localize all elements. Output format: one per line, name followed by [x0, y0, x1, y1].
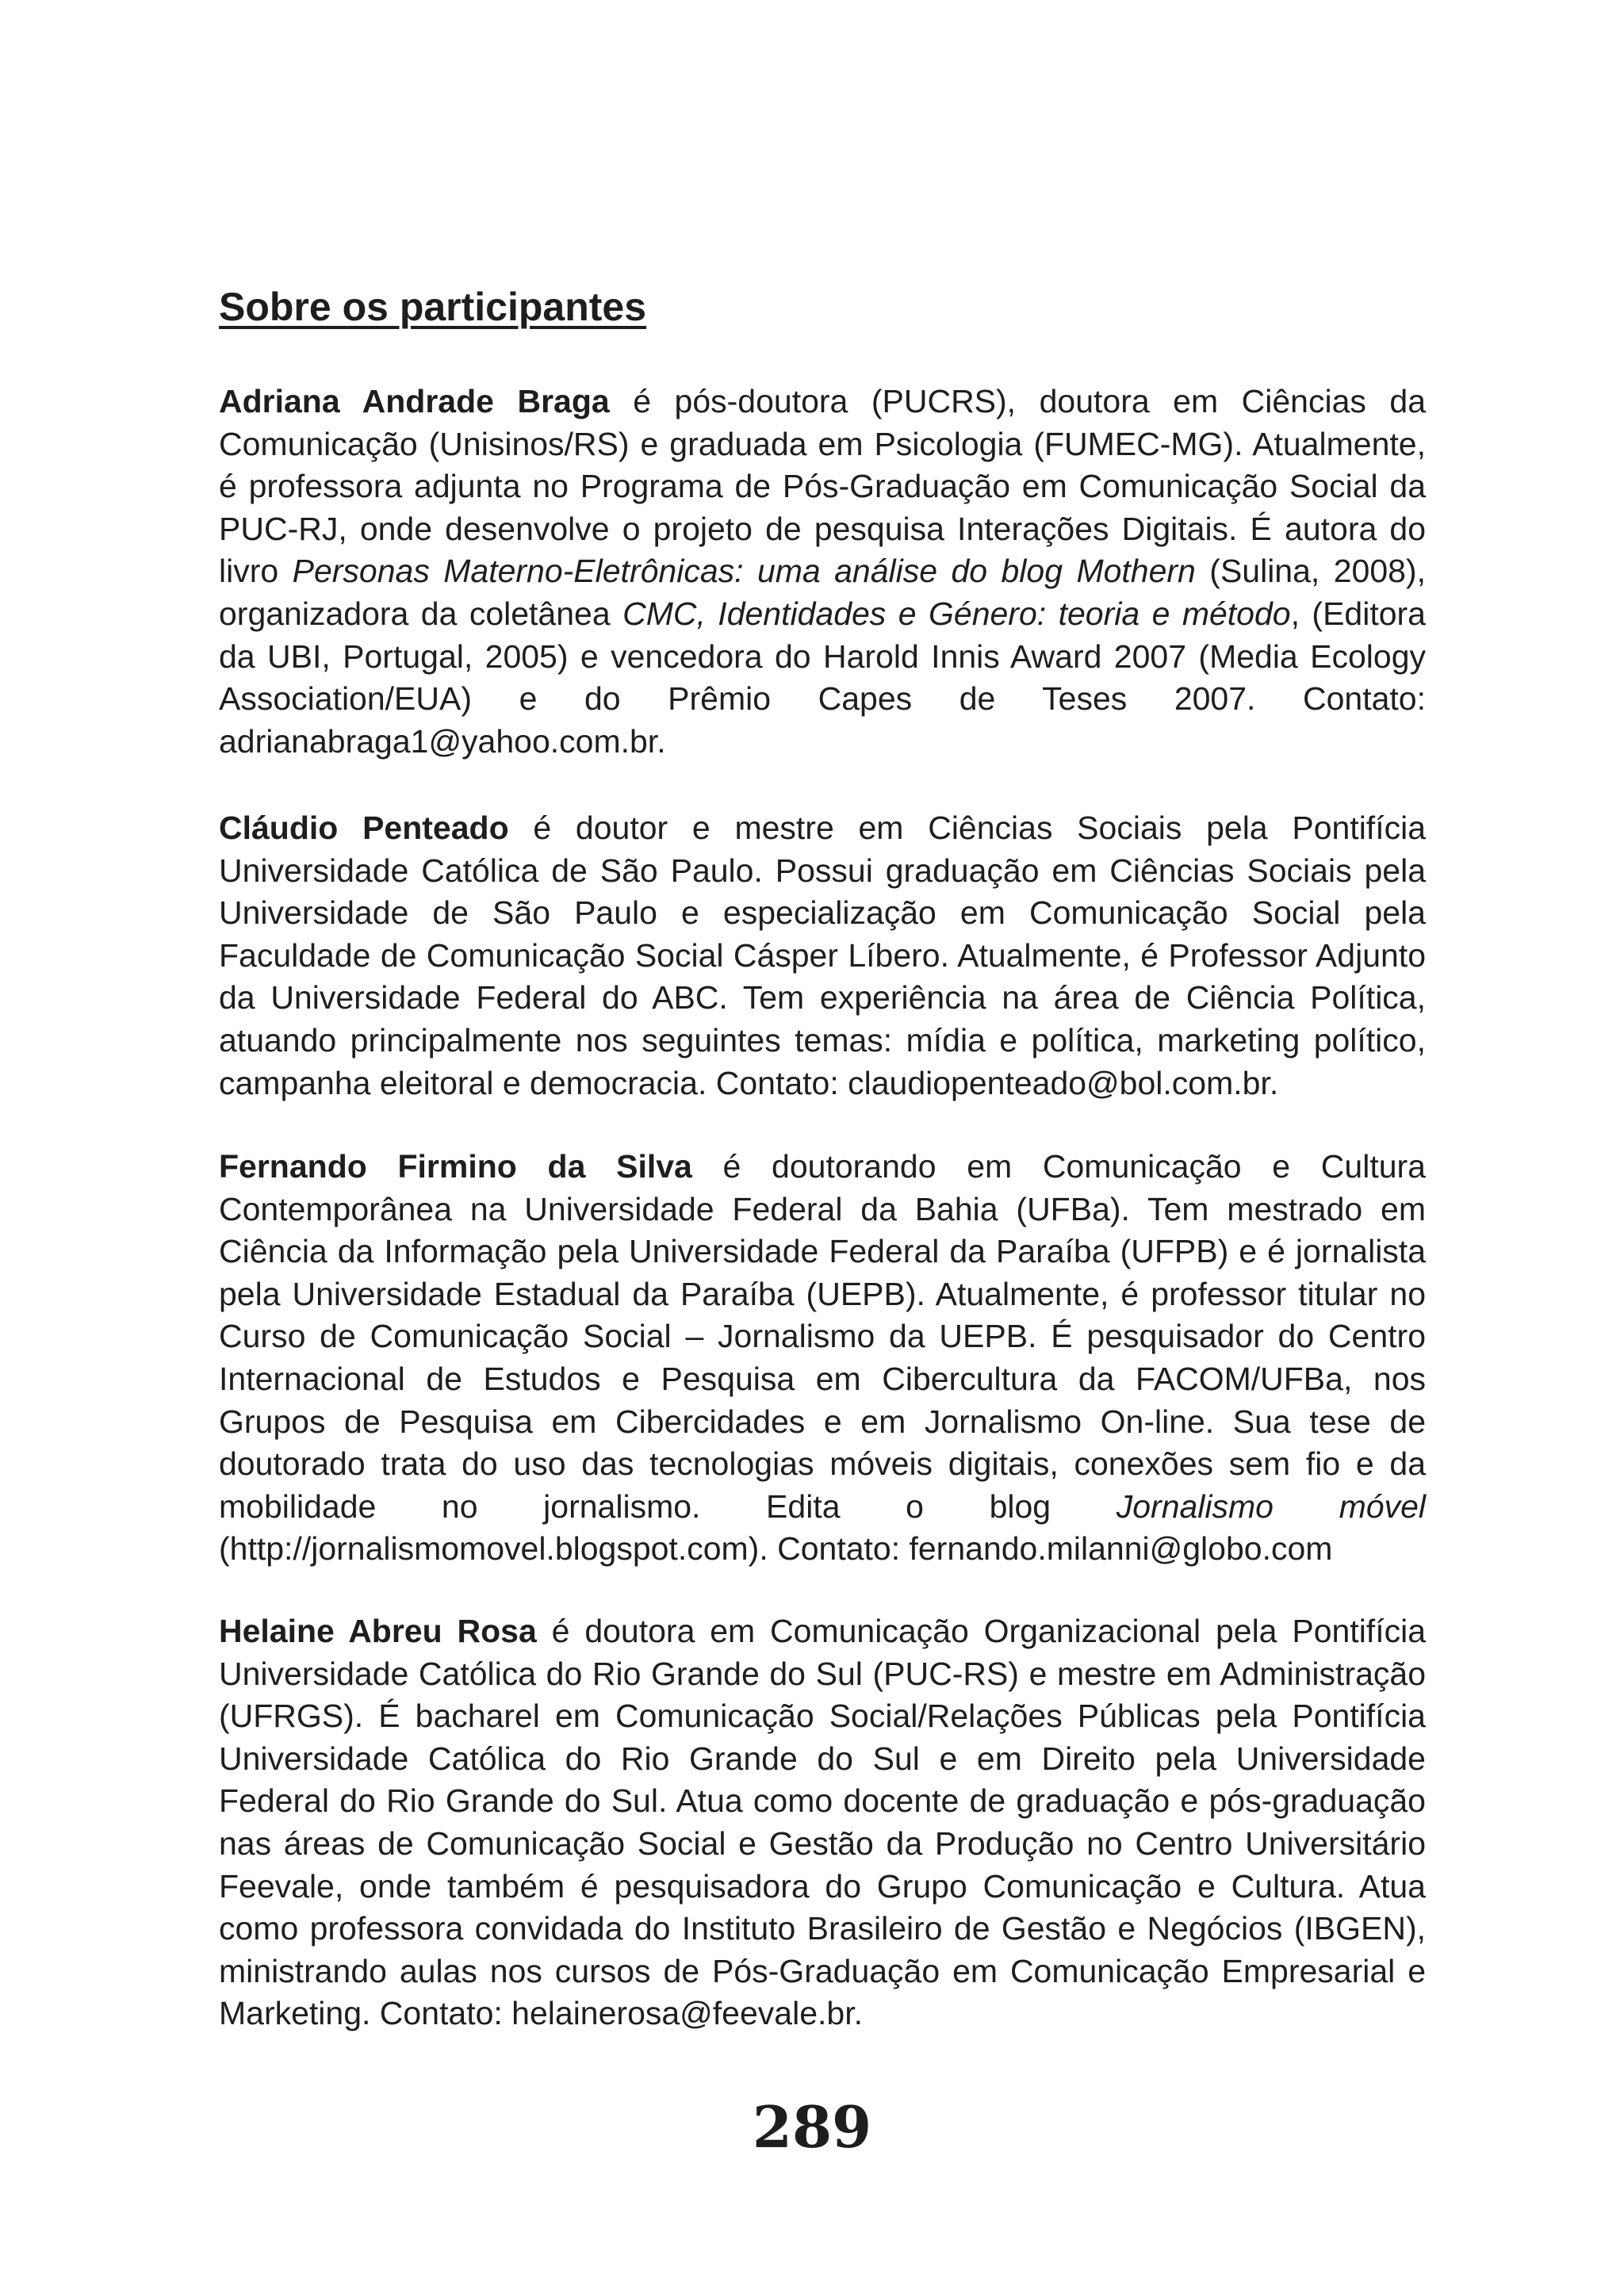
participant-name: Adriana Andrade Braga [219, 383, 610, 419]
bio-text: (Sulina, 2008), organizadora da coletânea [219, 553, 1426, 632]
bio-text: é doutora em Comunicação Organizacional pela Pontifícia Universidade Católica do Rio Grande do Sul (PUC-RS) e mestre em Administração (UFRGS). É bacharel em Comunicação Social/Relações Públicas pela Pontifícia Universidade Católica do Rio Grande do Sul e em Direito pela Universidade Federal do Rio Grande do Sul. Atua como docente de graduação e pós-graduação nas áreas de Comunicação Social e Gestão da Produção no Centro Universitário Feevale, onde também é pesquisadora do Grupo Comunicação e Cultura. Atua como professora convidada do Instituto Brasileiro de Gestão e Negócios (IBGEN), ministrando aulas nos cursos de Pós-Graduação em Comunicação Empresarial e Marketing. Contato: helainerosa@feevale.br. [219, 1613, 1426, 2032]
book-title: CMC, Identidades e Género: teoria e método [622, 595, 1291, 632]
bio-text: é pós-doutora (PUCRS), doutora em Ciências da Comunicação (Unisinos/RS) e graduada em Psicologia (FUMEC-MG). Atualmente, é professora adjunta no Programa de Pós-Graduação em Comunicação Social da PUC-RJ, onde desenvolve o projeto de pesquisa Interações Digitais. É autora do livro [219, 383, 1426, 590]
participant-name: Cláudio Penteado [219, 810, 509, 846]
bio-text: (http://jornalismomovel.blogspot.com). Contato: fernando.milanni@globo.com [219, 1530, 1333, 1568]
bio-text: é doutorando em Comunicação e Cultura Contemporânea na Universidade Federal da Bahia (UFBa). Tem mestrado em Ciência da Informação pela Universidade Federal da Paraíba (UFPB) e é jornalista pela Universidade Estadual da Paraíba (UEPB). Atualmente, é professor titular no Curso de Comunicação Social – Jornalismo da UEPB. É pesquisador do Centro Internacional de Estudos e Pesquisa em Cibercultura da FACOM/UFBa, nos Grupos de Pesquisa em Cibercidades e em Jornalismo On-line. Sua tese de doutorado trata do uso das tecnologias móveis digitais, conexões sem fio e da mobilidade no jornalismo. Edita o blog [219, 1148, 1426, 1525]
participant-bio [219, 807, 1426, 1104]
participant-bio [219, 1146, 1426, 1571]
bio-text: , (Editora da UBI, Portugal, 2005) e vencedora do Harold Innis Award 2007 (Media Ecology Association/EUA) e do Prêmio Capes de Teses 2007. Contato: adrianabraga1@yahoo.com.br. [219, 595, 1426, 760]
participant-bio [219, 381, 1426, 763]
participant-name: Helaine Abreu Rosa [219, 1613, 537, 1649]
section-title: Sobre os participantes [219, 285, 647, 329]
book-title: Personas Materno-Eletrônicas: uma análise do blog Mothern [292, 553, 1196, 590]
bio-text: é doutor e mestre em Ciências Sociais pela Pontifícia Universidade Católica de São Paulo. Possui graduação em Ciências Sociais pela Universidade de São Paulo e especialização em Comunicação Social pela Faculdade de Comunicação Social Cásper Líbero. Atualmente, é Professor Adjunto da Universidade Federal do ABC. Tem experiência na área de Ciência Política, atuando principalmente nos seguintes temas: mídia e política, marketing político, campanha eleitoral e democracia. Contato: claudiopenteado@bol.com.br. [219, 810, 1427, 1101]
blog-title: Jornalismo móvel [1116, 1487, 1426, 1525]
participant-bio [219, 1610, 1426, 2035]
page-number: 289 [752, 2093, 872, 2161]
participant-name: Fernando Firmino da Silva [219, 1148, 692, 1185]
